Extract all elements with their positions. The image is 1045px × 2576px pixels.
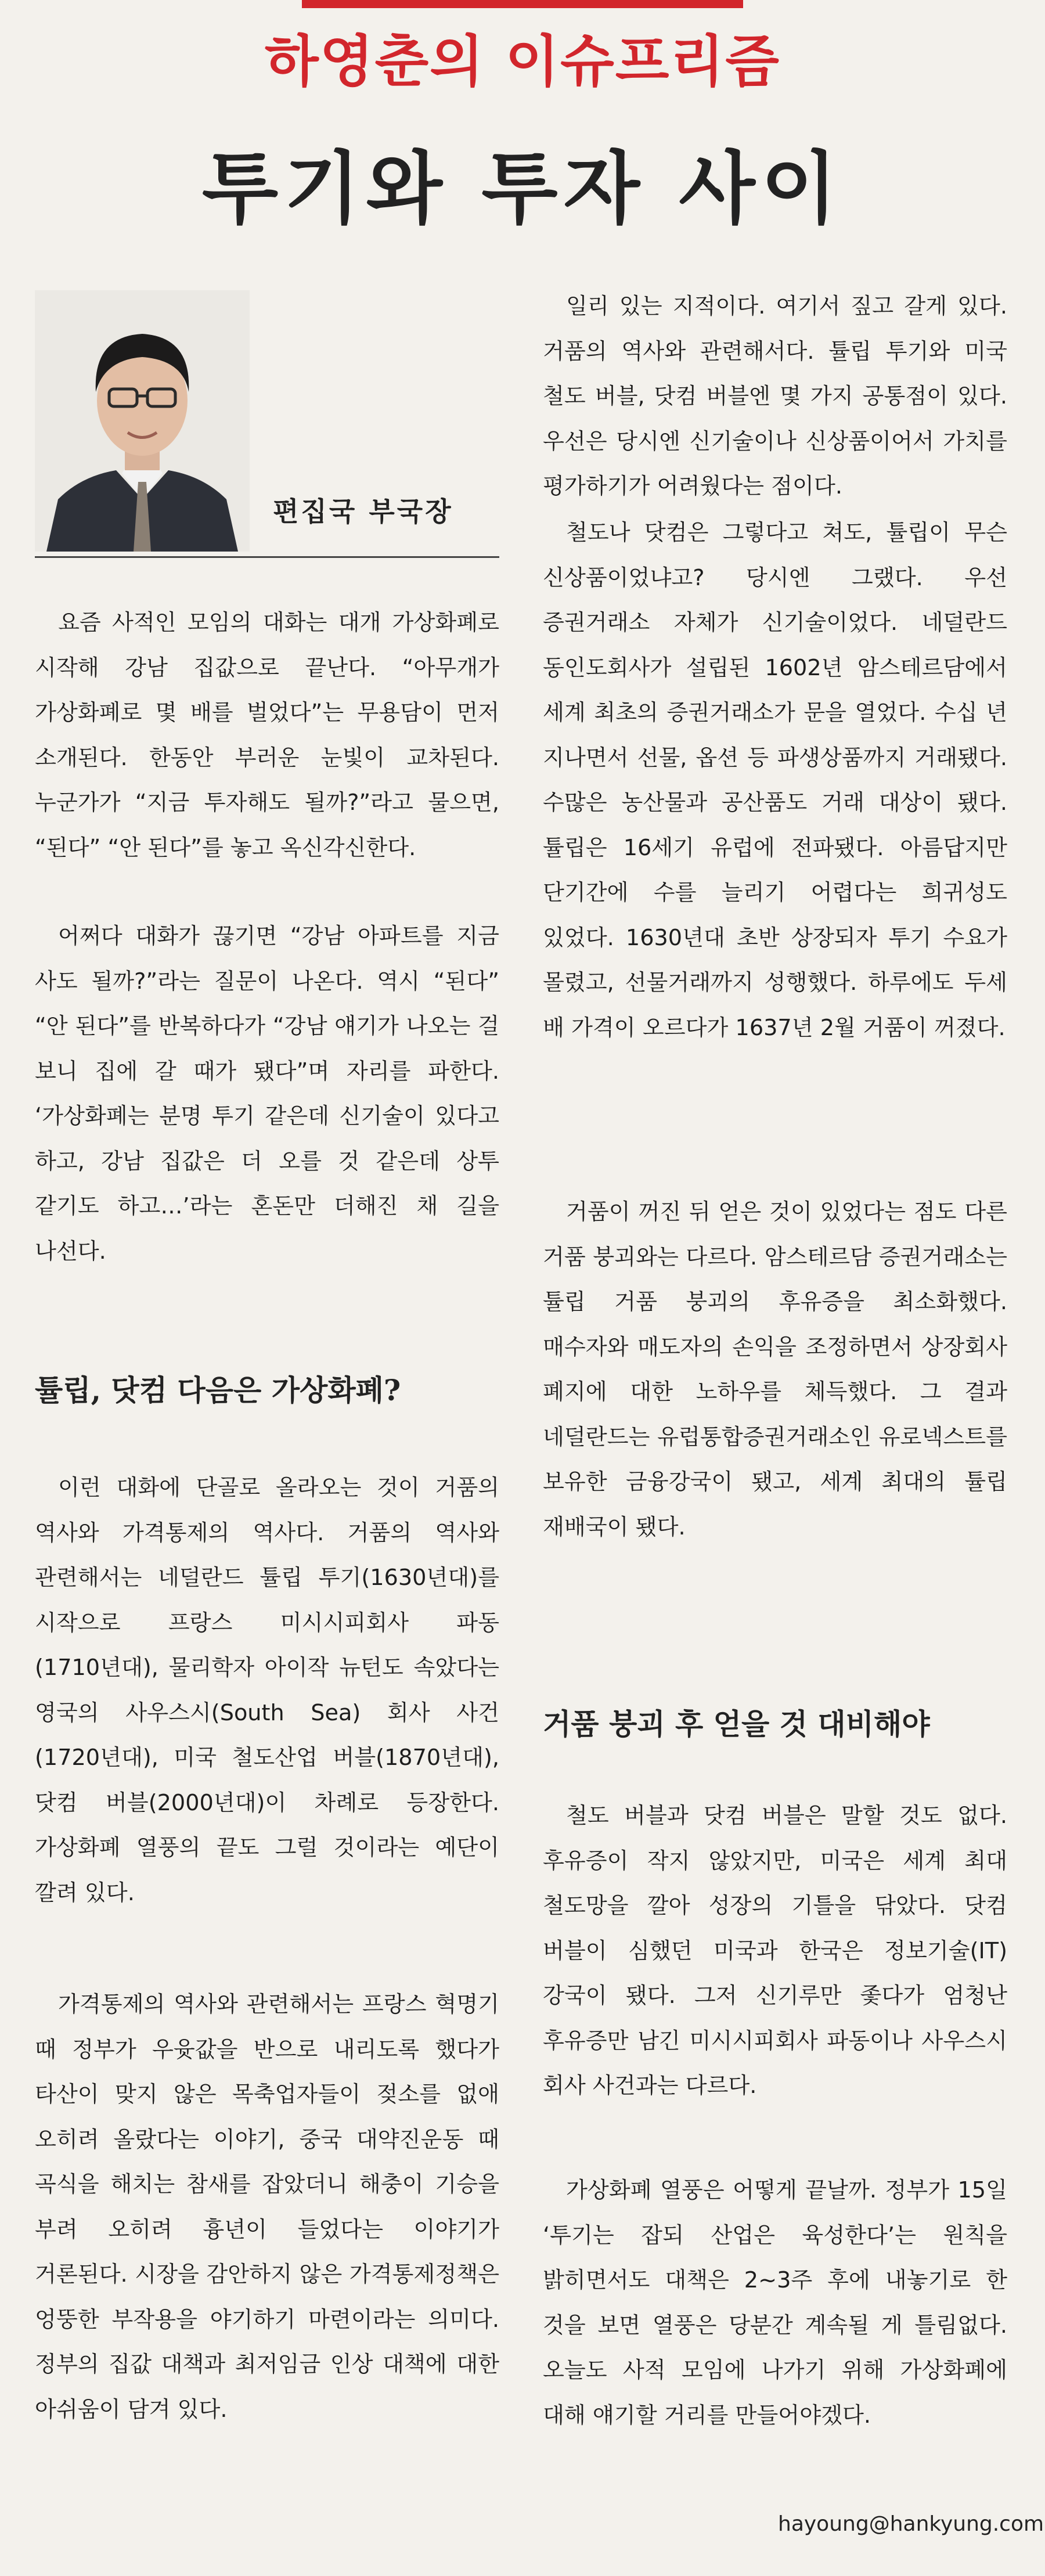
body-paragraph: 거품이 꺼진 뒤 얻은 것이 있었다는 점도 다른 거품 붕괴와는 다르다. 암스테르담 증권거래소는 튤립 거품 붕괴의 후유증을 최소화했다. 매수자와 매도자의 손익을 조정하면서 상장회사 폐지에 대한 노하우를 체득했다. 그 결과 네덜란드는 유럽통합증권거래소인 유로넥스트를 보유한 금융강국이 됐고, 세계 최대의 튤립 재배국이 됐다. — [543, 1199, 1007, 1540]
author-byline: 편집국 부국장 — [273, 496, 453, 527]
body-paragraph: 요즘 사적인 모임의 대화는 대개 가상화폐로 시작해 강남 집값으로 끝난다. “아무개가 가상화폐로 몇 배를 벌었다”는 무용담이 먼저 소개된다. 한동안 부러운 눈빛이 교차된다. 누군가가 “지금 투자해도 될까?”라고 물으면, “된다” “안 된다”를 놓고 옥신각신한다. — [35, 610, 499, 861]
body-paragraph: 어쩌다 대화가 끊기면 “강남 아파트를 지금 사도 될까?”라는 질문이 나온다. 역시 “된다” “안 된다”를 반복하다가 “강남 얘기가 나오는 걸 보니 집에 갈 때가 됐다”며 자리를 파한다. ‘가상화폐는 분명 투기 같은데 신기술이 있다고 하고, 강남 집값은 더 오를 것 같은데 상투 같기도 하고…’라는 혼돈만 더해진 채 길을 나선다. — [35, 924, 500, 1264]
author-email[interactable]: hayoung@hankyung.com — [778, 2512, 1044, 2536]
body-paragraph: 가격통제의 역사와 관련해서는 프랑스 혁명기 때 정부가 우윳값을 반으로 내리도록 했다가 타산이 맞지 않은 목축업자들이 젖소를 없애 오히려 올랐다는 이야기, 중국 대약진운동 때 곡식을 해치는 참새를 잡았더니 해충이 기승을 부려 오히려 흉년이 들었다는 이야기가 거론된다. 시장을 감안하지 않은 가격통제정책은 엉뚱한 부작용을 야기하기 마련이라는 의미다. 정부의 집값 대책과 최저임금 인상 대책에 대한 아쉬움이 담겨 있다. — [35, 1992, 499, 2423]
byline-divider — [35, 556, 499, 558]
body-paragraph: 철도나 닷컴은 그렇다고 쳐도, 튤립이 무슨 신상품이었냐고? 당시엔 그랬다. 우선 증권거래소 자체가 신기술이었다. 네덜란드 동인도회사가 설립된 1602년 암스테르담에서 세계 최초의 증권거래소가 문을 열었다. 수십 년 지나면서 선물, 옵션 등 파생상품까지 거래됐다. 수많은 농산물과 공산품도 거래 대상이 됐다. 튤립은 16세기 유럽에 전파됐다. 아름답지만 단기간에 수를 늘리기 어렵다는 희귀성도 있었다. 1630년대 초반 상장되자 투기 수요가 몰렸고, 선물거래까지 성행했다. 하루에도 두세 배 가격이 오르다가 1637년 2월 거품이 꺼졌다. — [543, 520, 1007, 1041]
body-paragraph: 일리 있는 지적이다. 여기서 짚고 갈게 있다. 거품의 역사와 관련해서다. 튤립 투기와 미국 철도 버블, 닷컴 버블엔 몇 가지 공통점이 있다. 우선은 당시엔 신기술이나 신상품이어서 가치를 평가하기가 어려웠다는 점이다. — [543, 294, 1007, 499]
subheading: 거품 붕괴 후 얻을 것 대비해야 — [543, 1707, 930, 1741]
body-paragraph: 철도 버블과 닷컴 버블은 말할 것도 없다. 후유증이 작지 않았지만, 미국은 세계 최대 철도망을 깔아 성장의 기틀을 닦았다. 닷컴 버블이 심했던 미국과 한국은 정보기술(IT)강국이 됐다. 그저 신기루만 좇다가 엄청난 후유증만 남긴 미시시피회사 파동이나 사우스시 회사 사건과는 다르다. — [543, 1803, 1007, 2099]
author-photo — [35, 290, 250, 552]
column-series-title: 하영춘의 이슈프리즘 — [264, 29, 781, 94]
accent-bar — [302, 0, 743, 8]
body-paragraph: 가상화폐 열풍은 어떻게 끝날까. 정부가 15일 ‘투기는 잡되 산업은 육성한다’는 원칙을 밝히면서도 대책은 2~3주 후에 내놓기로 한 것을 보면 열풍은 당분간 계속될 게 틀림없다. 오늘도 사적 모임에 나가기 위해 가상화폐에 대해 얘기할 거리를 만들어야겠다. — [543, 2178, 1007, 2429]
body-paragraph: 이런 대화에 단골로 올라오는 것이 거품의 역사와 가격통제의 역사다. 거품의 역사와 관련해서는 네덜란드 튤립 투기(1630년대)를 시작으로 프랑스 미시시피회사 파동(1710년대), 물리학자 아이작 뉴턴도 속았다는 영국의 사우스시(South Sea) 회사 사건(1720년대), 미국 철도산업 버블(1870년대), 닷컴 버블(2000년대)이 차례로 등장한다. 가상화폐 열풍의 끝도 그럴 것이라는 예단이 깔려 있다. — [35, 1475, 499, 1906]
headline: 투기와 투자 사이 — [201, 142, 844, 235]
subheading: 튤립, 닷컴 다음은 가상화폐? — [35, 1373, 401, 1407]
